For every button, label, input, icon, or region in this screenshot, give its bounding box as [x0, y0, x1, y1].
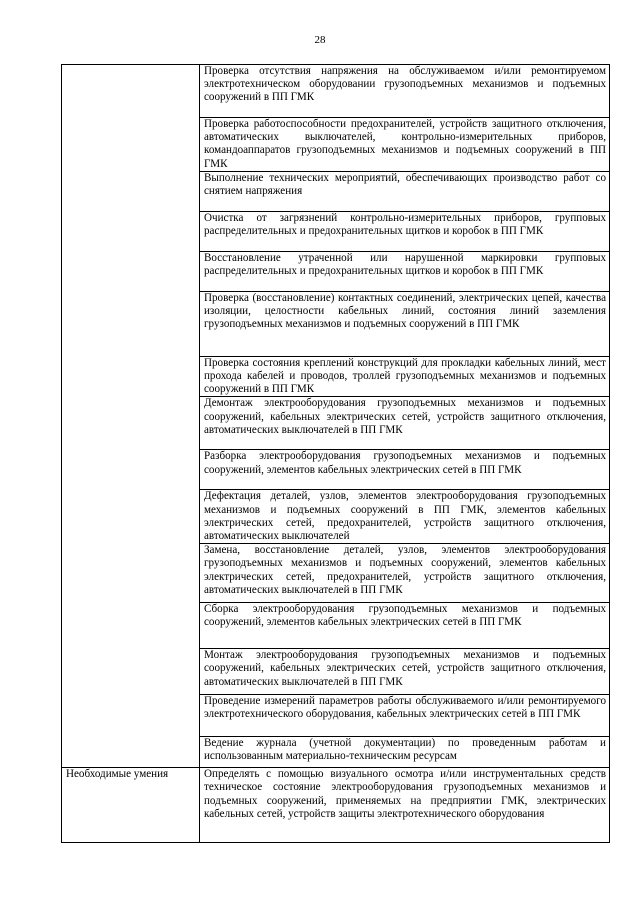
work-action-cell: Замена, восстановление деталей, узлов, элементов электрооборудования грузоподъемных механизмов и подъемных сооружений, элементов кабельных электрических сетей, предохранителей, устройств защитного отключения, автоматических выключателей в ПП ГМК	[200, 544, 610, 603]
work-action-cell: Демонтаж электрооборудования грузоподъемных механизмов и подъемных сооружений, кабельных электрических сетей, устройств защитного отключения, автоматических выключателей в ПП ГМК	[200, 397, 610, 450]
work-action-cell: Дефектация деталей, узлов, элементов электрооборудования грузоподъемных механизмов и подъемных сооружений в ПП ГМК, элементов кабельных электрических сетей, предохранителей, устройств защитного отключения, автоматических выключателей	[200, 490, 610, 544]
work-actions-continued-label-cell	[62, 65, 200, 768]
skill-cell: Определять с помощью визуального осмотра и/или инструментальных средств техническое состояние электрооборудования грузоподъемных механизмов и подъемных сооружений, применяемых на предприятии ГМК, электрических кабельных сетей, устройств защиты электротехнического оборудования	[200, 768, 610, 843]
work-action-cell: Разборка электрооборудования грузоподъемных механизмов и подъемных сооружений, элементов кабельных электрических сетей в ПП ГМК	[200, 450, 610, 490]
skills-label-cell: Необходимые умения	[62, 768, 200, 843]
work-action-cell: Сборка электрооборудования грузоподъемных механизмов и подъемных сооружений, элементов кабельных электрических сетей в ПП ГМК	[200, 603, 610, 649]
work-action-cell: Проверка отсутствия напряжения на обслуживаемом и/или ремонтируемом электротехническом оборудовании грузоподъемных механизмов и подъемных сооружений в ПП ГМК	[200, 65, 610, 118]
work-action-cell: Ведение журнала (учетной документации) по проведенным работам и использованным материально-техническим ресурсам	[200, 737, 610, 768]
work-action-cell: Проверка состояния креплений конструкций для прокладки кабельных линий, мест прохода кабелей и проводов, троллей грузоподъемных механизмов и подъемных сооружений в ПП ГМК	[200, 356, 610, 397]
work-action-cell: Очистка от загрязнений контрольно-измерительных приборов, групповых распределительных и предохранительных щитков и коробок в ПП ГМК	[200, 211, 610, 251]
work-action-cell: Проверка работоспособности предохранителей, устройств защитного отключения, автоматических выключателей, контрольно-измерительных приборов, командоаппаратов грузоподъемных механизмов и подъемных сооружений в ПП ГМК	[200, 118, 610, 172]
table-row	[62, 65, 610, 118]
page-number: 28	[314, 34, 326, 46]
work-action-cell: Выполнение технических мероприятий, обеспечивающих производство работ со снятием напряжения	[200, 171, 610, 211]
work-action-cell: Восстановление утраченной или нарушенной маркировки групповых распределительных и предохранительных щитков и коробок в ПП ГМК	[200, 251, 610, 291]
professional-standard-table	[61, 64, 610, 843]
work-action-cell: Проведение измерений параметров работы обслуживаемого и/или ремонтируемого электротехнического оборудования, кабельных электрических сетей в ПП ГМК	[200, 695, 610, 737]
work-action-cell: Проверка (восстановление) контактных соединений, электрических цепей, качества изоляции, целостности кабельных линий, состояния линий заземления грузоподъемных механизмов и подъемных сооружений в ПП ГМК	[200, 291, 610, 356]
work-action-cell: Монтаж электрооборудования грузоподъемных механизмов и подъемных сооружений, кабельных электрических сетей, устройств защитного отключения, автоматических выключателей в ПП ГМК	[200, 649, 610, 695]
table-row	[62, 768, 610, 843]
